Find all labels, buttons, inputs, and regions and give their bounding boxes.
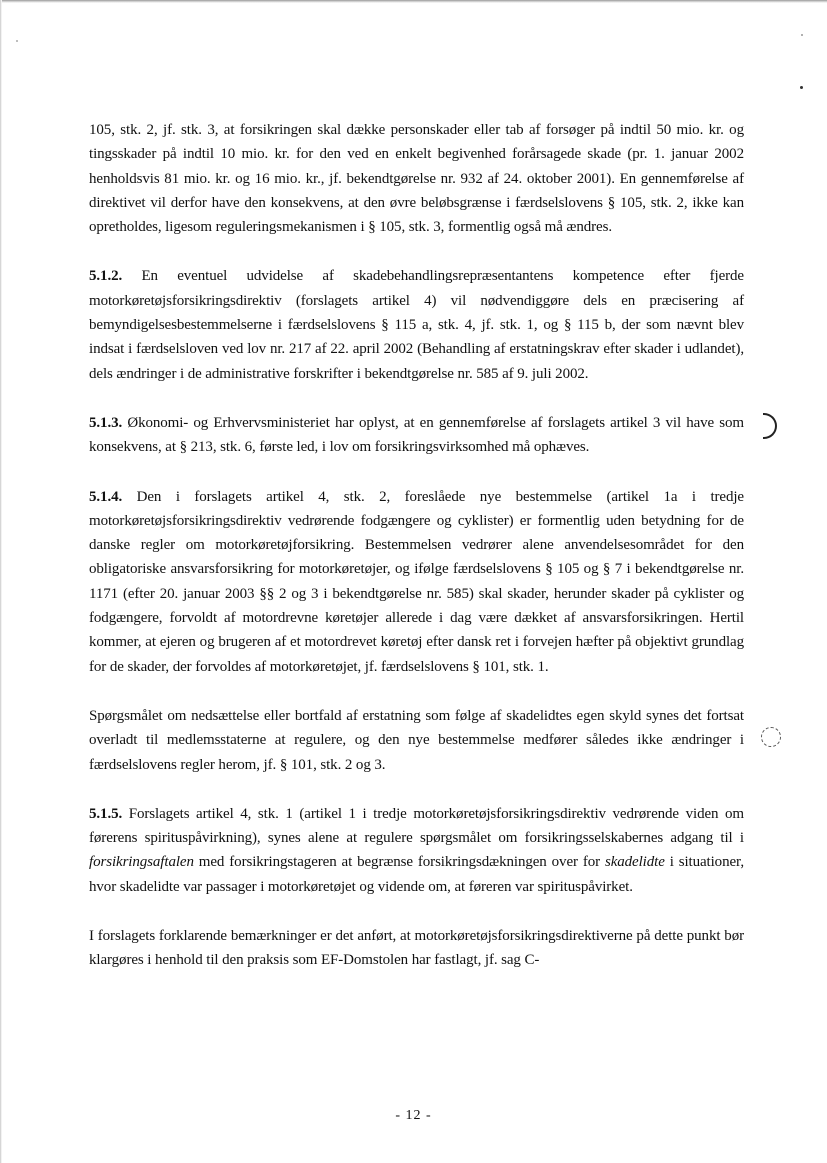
paragraph-continued xyxy=(89,118,744,239)
section-number: 5.1.3. xyxy=(89,414,123,431)
paragraph-5-1-3 xyxy=(89,411,744,460)
paragraph-5-1-5 xyxy=(89,802,744,899)
scan-speck xyxy=(800,86,803,89)
scan-speck xyxy=(801,34,803,36)
section-number: 5.1.2. xyxy=(89,268,123,285)
paragraph-text: Økonomi- og Erhvervsministeriet har oplyst, at en gennemførelse af forslagets artikel 3 vil have som konsekvens, at § 213, stk. 6, første led, i lov om forsikringsvirksomhed må ophæves. xyxy=(89,414,744,456)
section-number: 5.1.5. xyxy=(89,805,123,822)
paragraph-5-1-4-continued xyxy=(89,704,744,777)
paragraph-text: i situationer, hvor skadelidte var passager i motorkøretøjet og vidende om, at føreren var spirituspåvirket. xyxy=(89,854,744,895)
paragraph-text: I forslagets forklarende bemærkninger er det anført, at motorkøretøjsforsikringsdirektiverne på dette punkt bør klargøres i henhold til den praksis som EF-Domstolen har fastlagt, jf. sag C- xyxy=(89,928,744,969)
paragraph-text: Den i forslagets artikel 4, stk. 2, foreslåede nye bestemmelse (artikel 1a i tredje motorkøretøjsforsikringsdirektiv vedrørende fodgængere og cyklister) er formentlig uden betydning for de danske regler om motorkøretøjforsikring. Bestemmelsen vedrører alene anvendelsesområdet for den obligatoriske ansvarsforsikring for motorkøretøjer, og ifølge færdselslovens § 105 og § 7 i bekendtgørelse nr. 1171 (efter 20. januar 2003 §§ 2 og 3 i bekendtgørelse nr. 585) skal skader, herunder skader på cyklister og fodgængere, forvoldt af motordrevne køretøjer allerede i dag være dækket af ansvarsforsikringen. Hertil kommer, at ejeren og brugeren af et motordrevet køretøj efter dansk ret i forvejen hæfter på objektivt grundlag for de skader, der forvoldes af motorkøretøjet, jf. færdselslovens § 101, stk. 1. xyxy=(89,488,744,675)
document-body xyxy=(89,118,744,998)
punch-hole-mark xyxy=(763,413,777,439)
paragraph-text: Forslagets artikel 4, stk. 1 (artikel 1 i tredje motorkøretøjsforsikringsdirektiv vedrørende viden om førerens spirituspåvirkning), synes alene at regulere spørgsmålet om forsikringsselskabernes adgang til i xyxy=(89,805,744,847)
paragraph-final xyxy=(89,924,744,973)
italic-term: skadelidte xyxy=(604,854,665,871)
paragraph-5-1-4 xyxy=(89,485,744,679)
page-number: - 12 - xyxy=(395,1108,432,1123)
paragraph-text: 105, stk. 2, jf. stk. 3, at forsikringen skal dække personskader eller tab af forsøger på indtil 50 mio. kr. og tingsskader på indtil 10 mio. kr. for den ved en enkelt begivenhed forårsagede skade (pr. 1. januar 2002 henholdsvis 81 mio. kr. og 16 mio. kr., jf. bekendtgørelse nr. 932 af 24. oktober 2001). En gennemførelse af direktivet vil derfor have den konsekvens, at den øvre beløbsgrænse i færdselslovens § 105, stk. 2, ikke kan opretholdes, ligesom reguleringsmekanismen i § 105, stk. 3, formentlig også må ændres. xyxy=(89,122,744,236)
paragraph-text: Spørgsmålet om nedsættelse eller bortfald af erstatning som følge af skadelidtes egen skyld synes det fortsat overladt til medlemsstaterne at regulere, og den nye bestemmelse medfører således ikke ændringer i færdselslovens regler herom, jf. § 101, stk. 2 og 3. xyxy=(89,707,744,773)
paragraph-text: med forsikringstageren at begrænse forsikringsdækningen over for xyxy=(193,854,605,871)
paragraph-text: En eventuel udvidelse af skadebehandlingsrepræsentantens kompetence efter fjerde motorkøretøjsforsikringsdirektiv (forslagets artikel 4) vil nødvendiggøre dels en præcisering af bemyndigelsesbestemmelserne i færdselslovens § 115 a, stk. 4, jf. stk. 1, og § 115 b, der som nævnt blev indsat i færdselsloven ved lov nr. 217 af 22. april 2002 (Behandling af erstatningskrav efter skader i udlandet), dels ændringer i de administrative forskrifter i bekendtgørelse nr. 585 af 9. juli 2002. xyxy=(89,268,744,382)
punch-hole-ring xyxy=(761,727,781,747)
section-number: 5.1.4. xyxy=(89,488,123,505)
paragraph-5-1-2 xyxy=(89,264,744,385)
scan-speck xyxy=(16,40,18,42)
scan-edge-left xyxy=(0,0,2,1163)
italic-term: forsikringsaftalen xyxy=(89,854,194,871)
scan-edge-top xyxy=(0,0,827,3)
